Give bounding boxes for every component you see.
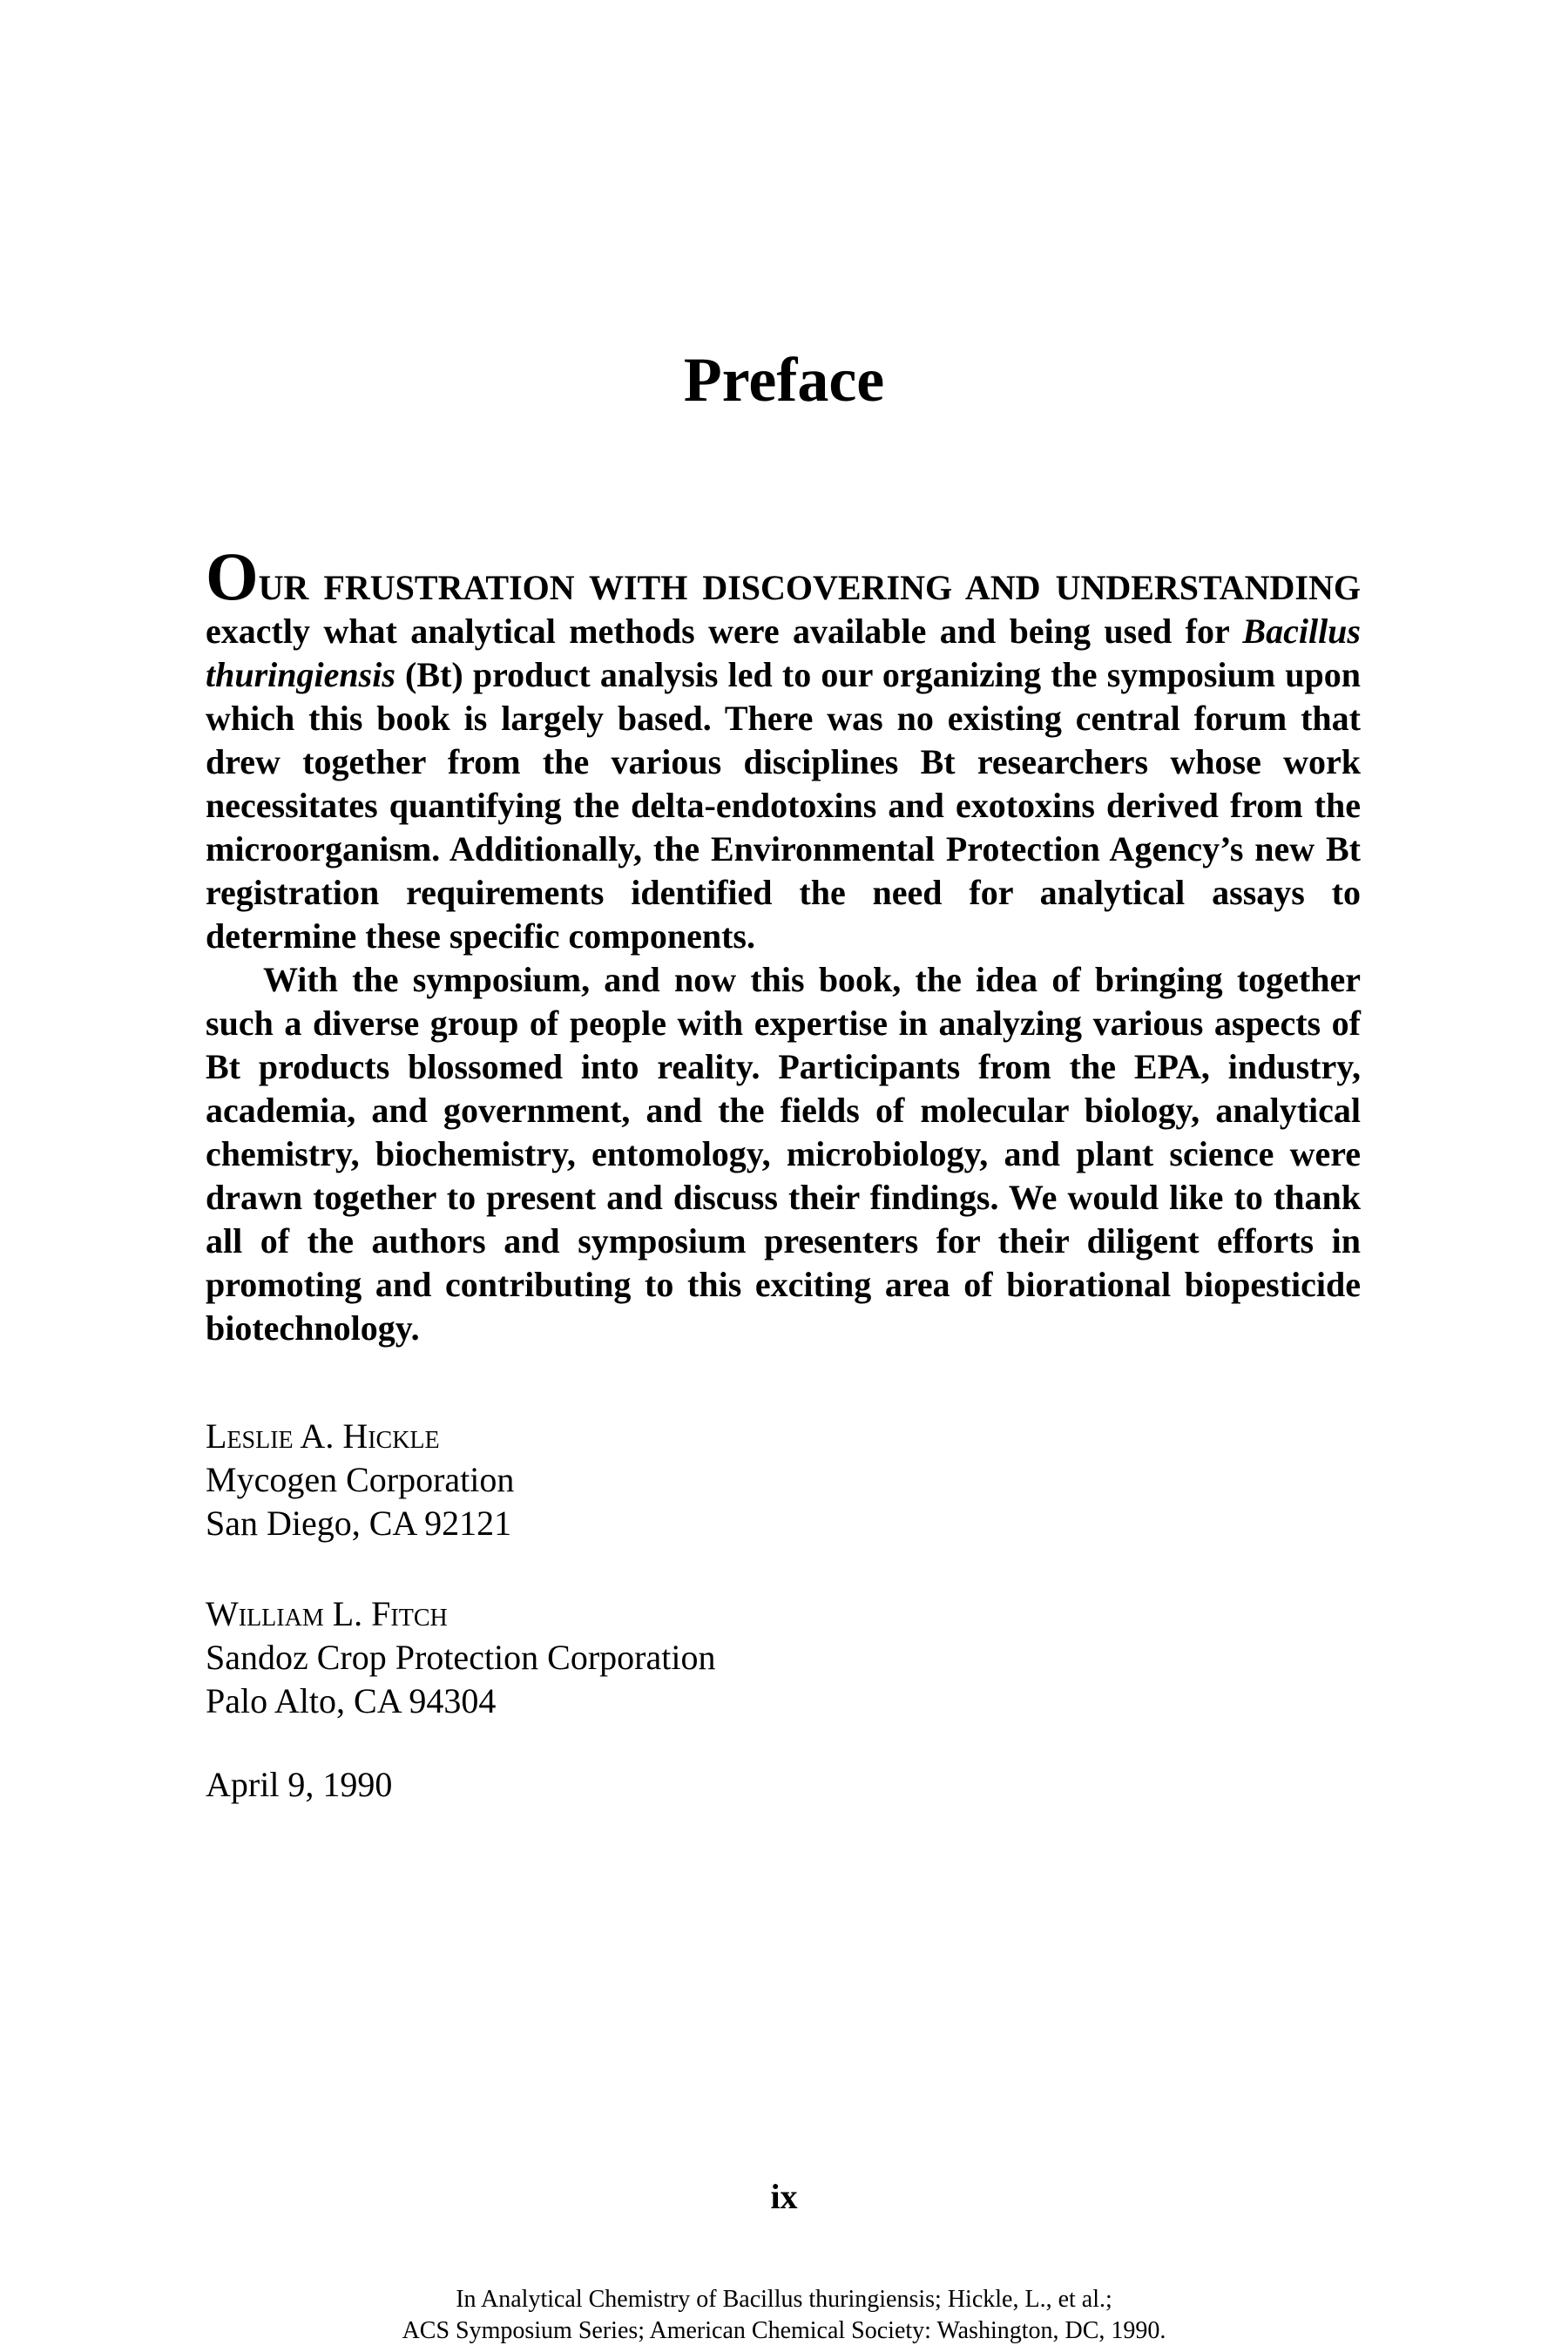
italic-species-name: Bacillus thuringiensis bbox=[206, 612, 1361, 694]
paragraph-1-text-a: exactly what analytical methods were available and being used for bbox=[206, 612, 1243, 651]
paragraph-1-text-b: (Bt) product analysis led to our organizing the symposium upon which this book is largely based. There was no existing central forum that drew together from the various disciplines Bt researchers whose work necessitates quantifying the delta-endotoxins and exotoxins derived from the microorganism. Additionally, the Environmental Protection Agency’s new Bt registration requirements identified the need for analytical assays to determine these specific components. bbox=[206, 655, 1361, 956]
citation-footer bbox=[0, 2284, 1568, 2347]
footer-line-2: ACS Symposium Series; American Chemical Society: Washington, DC, 1990. bbox=[402, 2317, 1166, 2344]
paragraph-1 bbox=[206, 538, 1361, 958]
drop-cap: O bbox=[206, 538, 259, 614]
author-organization: Sandoz Crop Protection Corporation bbox=[206, 1638, 716, 1677]
author-organization: Mycogen Corporation bbox=[206, 1460, 515, 1499]
footer-line-1: In Analytical Chemistry of Bacillus thuringiensis; Hickle, L., et al.; bbox=[456, 2286, 1112, 2313]
lead-in-small-caps: UR FRUSTRATION WITH DISCOVERING AND UNDERSTANDING bbox=[258, 568, 1361, 607]
preface-date: April 9, 1990 bbox=[206, 1765, 393, 1804]
author-name: Leslie A. Hickle bbox=[206, 1416, 440, 1456]
preface-body bbox=[206, 538, 1361, 1350]
author-location: San Diego, CA 92121 bbox=[206, 1504, 512, 1543]
author-name: William L. Fitch bbox=[206, 1594, 448, 1633]
signature-block-1 bbox=[206, 1415, 1251, 1545]
page-title: Preface bbox=[683, 345, 885, 415]
author-location: Palo Alto, CA 94304 bbox=[206, 1681, 497, 1720]
paragraph-2: With the symposium, and now this book, the idea of bringing together such a diverse group of people with expertise in analyzing various aspects of Bt products blossomed into reality. Participants from the EPA, industry, academia, and government, and the fields of molecular biology, analytical chemistry, biochemistry, entomology, microbiology, and plant science were drawn together to present and discuss their findings. We would like to thank all of the authors and symposium presenters for their diligent efforts in promoting and contributing to this exciting area of biorational biopesticide biotechnology. bbox=[206, 960, 1361, 1348]
page-number: ix bbox=[770, 2177, 798, 2216]
signature-block-2 bbox=[206, 1592, 1251, 1723]
